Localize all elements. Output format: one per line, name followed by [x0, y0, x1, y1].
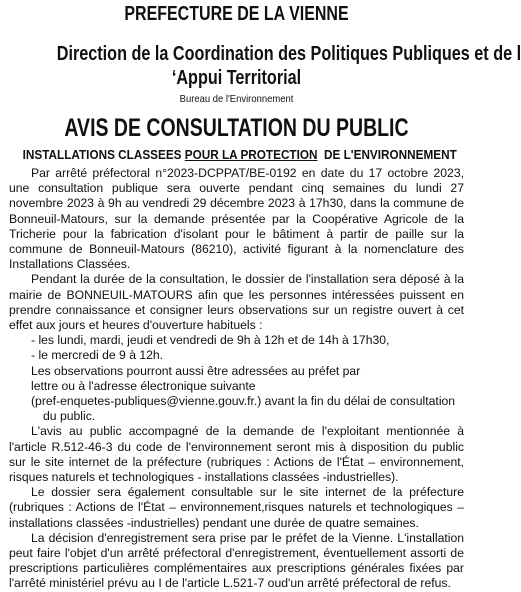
paragraph-dossier: Pendant la durée de la consultation, le dossier de l'installation sera déposé à la mairie de BONNEUIL-MATOURS afin que les personnes intéressées puissent en prendre connaissance et consigner leurs observations sur un registre ouvert à cet effet aux jours et heures d'ouverture habituels :: [9, 272, 464, 333]
observations-line-2: lettre ou à l'adresse électronique suivante: [31, 378, 256, 393]
paragraph-online-dossier: Le dossier sera également consultable sur le site internet de la préfecture (rubriques : Actions de l'État – environnement,risques naturels et technologiques – installations classées -industrielles) pendant une durée de quatre semaines.: [9, 485, 464, 530]
direction-heading-line-1: Direction de la Coordination des Politiques Publiques et de l: [56, 42, 521, 65]
direction-heading: [9, 42, 521, 90]
prefecture-heading: PREFECTURE DE LA VIENNE: [124, 3, 349, 25]
notice-subtitle-end: DE L'ENVIRONNEMENT: [317, 148, 457, 162]
notice-body: [9, 166, 464, 592]
paragraph-decision: La décision d'enregistrement sera prise par le préfet de la Vienne. L'installation peut faire l'objet d'un arrêté préfectoral d'enregistrement, éventuellement assorti de prescriptions particulières complémentaires aux prescriptions générales fixées par l'arrêté ministériel prévu au I de l'article L.521-7 oud'un arrêté préfectoral de refus.: [9, 530, 464, 591]
opening-hours-weekdays: - les lundi, mardi, jeudi et vendredi de 9h à 12h et de 14h à 17h30,: [31, 333, 390, 348]
paragraph-observations: [9, 364, 464, 425]
notice-subtitle-start: INSTALLATIONS CLASSEES: [22, 148, 185, 162]
notice-subtitle: [22, 148, 457, 163]
paragraph-public-notice: L'avis au public accompagné de la demande de l'exploitant mentionnée à l'article R.512-46-3 du code de l'environnement seront mis à disposition du public sur le site internet de la préfecture (rubriques : Actions de l'État – environnement, risques naturels et technologiques - installations classées -industrielles).: [9, 424, 464, 485]
bureau-subheading: Bureau de l'Environnement: [179, 93, 294, 105]
direction-heading-line-2: ‘Appui Territorial: [171, 66, 302, 89]
paragraph-decree: Par arrêté préfectoral n°2023-DCPPAT/BE-0192 en date du 17 octobre 2023, une consultation publique sera ouverte pendant cinq semaines du lundi 27 novembre 2023 à 9h au vendredi 29 décembre 2023 à 17h30, dans la commune de Bonneuil-Matours, sur la demande présentée par la Coopérative Agricole de la Tricherie pour la fabrication d'isolant pour le bâtiment à partir de paille sur la commune de Bonneuil-Matours (86210), activité figurant à la nomenclature des Installations Classées.: [9, 166, 464, 272]
observations-line-4: du public.: [43, 409, 96, 424]
opening-hours-wednesday: - le mercredi de 9 à 12h.: [31, 348, 164, 363]
notice-subtitle-underlined: POUR LA PROTECTION: [184, 148, 318, 162]
observations-line-1: Les observations pourront aussi être adressées au préfet par: [31, 363, 361, 378]
observations-line-3: (pref-enquetes-publiques@vienne.gouv.fr.) avant la fin du délai de consultation: [31, 394, 456, 409]
notice-title: AVIS DE CONSULTATION DU PUBLIC: [64, 114, 409, 142]
